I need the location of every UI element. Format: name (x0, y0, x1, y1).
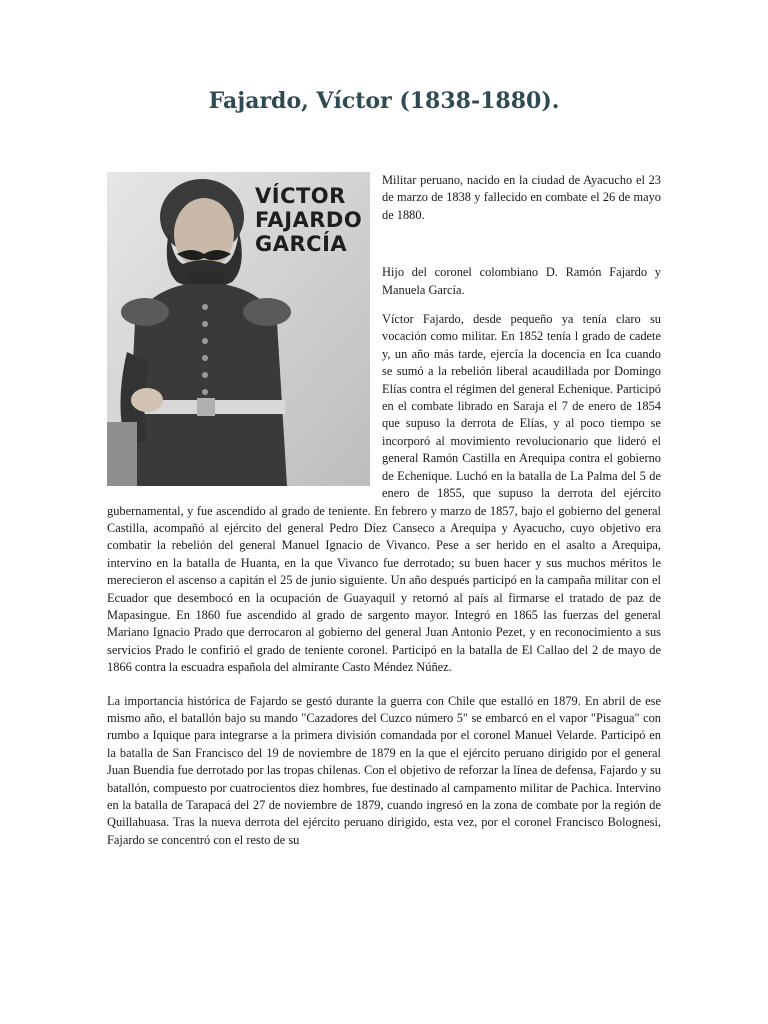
paragraph-war: La importancia histórica de Fajardo se gestó durante la guerra con Chile que estalló en 1879. En abril de ese mismo año, el batallón bajo su mando "Cazadores del Cuzco número 5" se embarcó en el vapor "Pisagua" con rumbo a Iquique para integrarse a la primera división comandada por el coronel Manuel Velarde. Participó en la batalla de San Francisco del 19 de noviembre de 1879 en la que el ejército peruano dirigido por el general Juan Buendía fue derrotado por las tropas chilenas. Con el objetivo de reforzar la línea de defensa, Fajardo y su batallón, compuesto por cuatrocientos diez hombres, fue destinado al campamento militar de Pachica. Intervino en la batalla de Tarapacá del 27 de noviembre de 1879, cuando ingresó en la zona de combate por la región de Quillahuasa. Tras la nueva derrota del ejército peruano dirigido, esta vez, por el coronel Francisco Bolognesi, Fajardo se concentró con el resto de su (107, 693, 661, 847)
article-body (107, 172, 661, 849)
paragraph-parents: Hijo del coronel colombiano D. Ramón Fajardo y Manuela García. (382, 265, 661, 297)
portrait-caption: VÍCTOR FAJARDO GARCÍA (255, 184, 363, 256)
paragraph-intro: Militar peruano, nacido en la ciudad de Ayacucho el 23 de marzo de 1838 y fallecido en combate el 26 de mayo de 1880. (382, 173, 661, 222)
portrait-photo (107, 172, 370, 486)
page-title: Fajardo, Víctor (1838-1880). (208, 88, 560, 114)
paragraph-career: Víctor Fajardo, desde pequeño ya tenía claro su vocación como militar. En 1852 tenía l grado de cadete y, un año más tarde, ejercía la docencia en Ica cuando se sumó a la rebelión liberal acaudillada por Domingo Elías contra el régimen del general Echenique. Participó en el combate librado en Saraja el 7 de enero de 1854 que supuso la derrota de Elías, y al poco tiempo se incorporó al movimiento revolucionario que lideró el general Ramón Castilla en Arequipa contra el gobierno de Echenique. Luchó en la batalla de La Palma del 5 de enero de 1855, que supuso la derrota del ejército gubernamental, y fue ascendido al grado de teniente. En febrero y marzo de 1857, bajo el gobierno del general Castilla, acompañó al ejército del general Pedro Díez Canseco a Arequipa y Ayacucho, cuyo objetivo era combatir la rebelión del general Manuel Ignacio de Vivanco. Pese a ser herido en el asalto a Arequipa, intervino en la batalla de Huanta, en la que Vivanco fue derrotado; su buen hacer y sus muchos méritos le merecieron el ascenso a capitán el 25 de junio siguiente. Un año después participó en la campaña militar con el Ecuador que desembocó en la ocupación de Guayaquil y retornó al país al firmarse el tratado de paz de Mapasingue. En 1860 fue ascendido al grado de sargento mayor. Integró en 1865 las fuerzas del general Mariano Ignacio Prado que derrocaron al gobierno del general Juan Antonio Pezet, y en reconocimiento a sus servicios Prado le confirió el grado de teniente coronel. Participó en la batalla de El Callao del 2 de mayo de 1866 contra la escuadra española del almirante Casto Méndez Núñez. (107, 312, 661, 675)
